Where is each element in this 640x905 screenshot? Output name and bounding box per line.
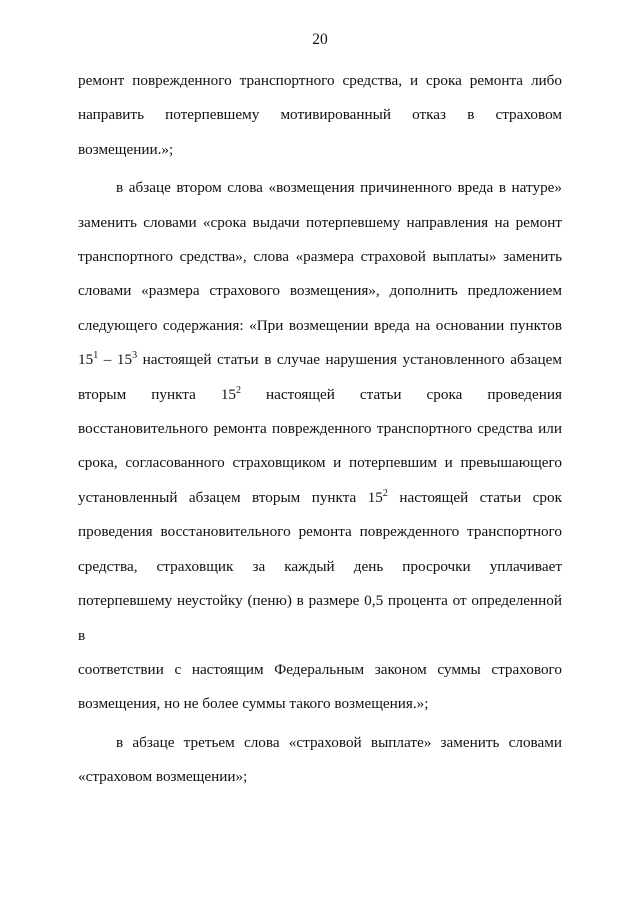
paragraph-2-line-12: средства, страховщик за каждый день просрочки уплачивает (78, 557, 562, 575)
superscript: 2 (382, 487, 388, 499)
paragraph-2-line-11: проведения восстановительного ремонта поврежденного транспортного (78, 523, 562, 541)
line-6-part-b: – 15 (98, 351, 133, 369)
paragraph-1 (78, 64, 562, 167)
paragraph-2-line-2: заменить словами «срока выдачи потерпевшему направления на ремонт (78, 213, 562, 231)
paragraph-2-line-10 (78, 481, 562, 515)
paragraph-3-line-1: в абзаце третьем слова «страховой выплате» заменить словами (116, 733, 562, 751)
document-body (78, 64, 562, 795)
page-number: 20 (312, 31, 328, 48)
paragraph-1-line-3: возмещении.»; (78, 140, 174, 158)
paragraph-2-line-15: возмещения, но не более суммы такого возмещения.»; (78, 695, 429, 713)
paragraph-1-line-2: направить потерпевшему мотивированный отказ в страховом (78, 106, 562, 124)
paragraph-2-line-14: соответствии с настоящим Федеральным законом суммы страхового (78, 660, 562, 678)
paragraph-2 (78, 171, 562, 722)
paragraph-2-line-9: срока, согласованного страховщиком и потерпевшим и превышающего (78, 454, 562, 472)
line-7-part-a: вторым пункта 15 (78, 385, 237, 403)
line-10-part-b: настоящей статьи срок (387, 488, 562, 506)
superscript: 2 (236, 384, 242, 396)
paragraph-2-line-3: транспортного средства», слова «размера страховой выплаты» заменить (78, 248, 562, 266)
paragraph-2-line-5: следующего содержания: «При возмещении вреда на основании пунктов (78, 316, 562, 334)
line-6-part-c: настоящей статьи в случае нарушения установленного абзацем (137, 351, 562, 369)
superscript: 3 (132, 350, 138, 362)
paragraph-3 (78, 726, 562, 795)
paragraph-2-line-1: в абзаце втором слова «возмещения причиненного вреда в натуре» (116, 179, 562, 197)
paragraph-2-line-7 (78, 378, 562, 412)
paragraph-2-line-8: восстановительного ремонта поврежденного транспортного средства или (78, 420, 562, 438)
line-6-part-a: 15 (78, 351, 94, 369)
paragraph-1-line-1: ремонт поврежденного транспортного средства, и срока ремонта либо (78, 72, 562, 89)
line-10-part-a: установленный абзацем вторым пункта 15 (78, 488, 383, 506)
paragraph-2-line-4: словами «размера страхового возмещения», дополнить предложением (78, 282, 562, 300)
line-7-part-b: настоящей статьи срока проведения (241, 385, 562, 403)
paragraph-2-line-6 (78, 343, 562, 377)
paragraph-3-line-2: «страховом возмещении»; (78, 768, 248, 786)
superscript: 1 (93, 350, 99, 362)
paragraph-2-line-13: потерпевшему неустойку (пеню) в размере 0,5 процента от определенной в (78, 592, 562, 644)
